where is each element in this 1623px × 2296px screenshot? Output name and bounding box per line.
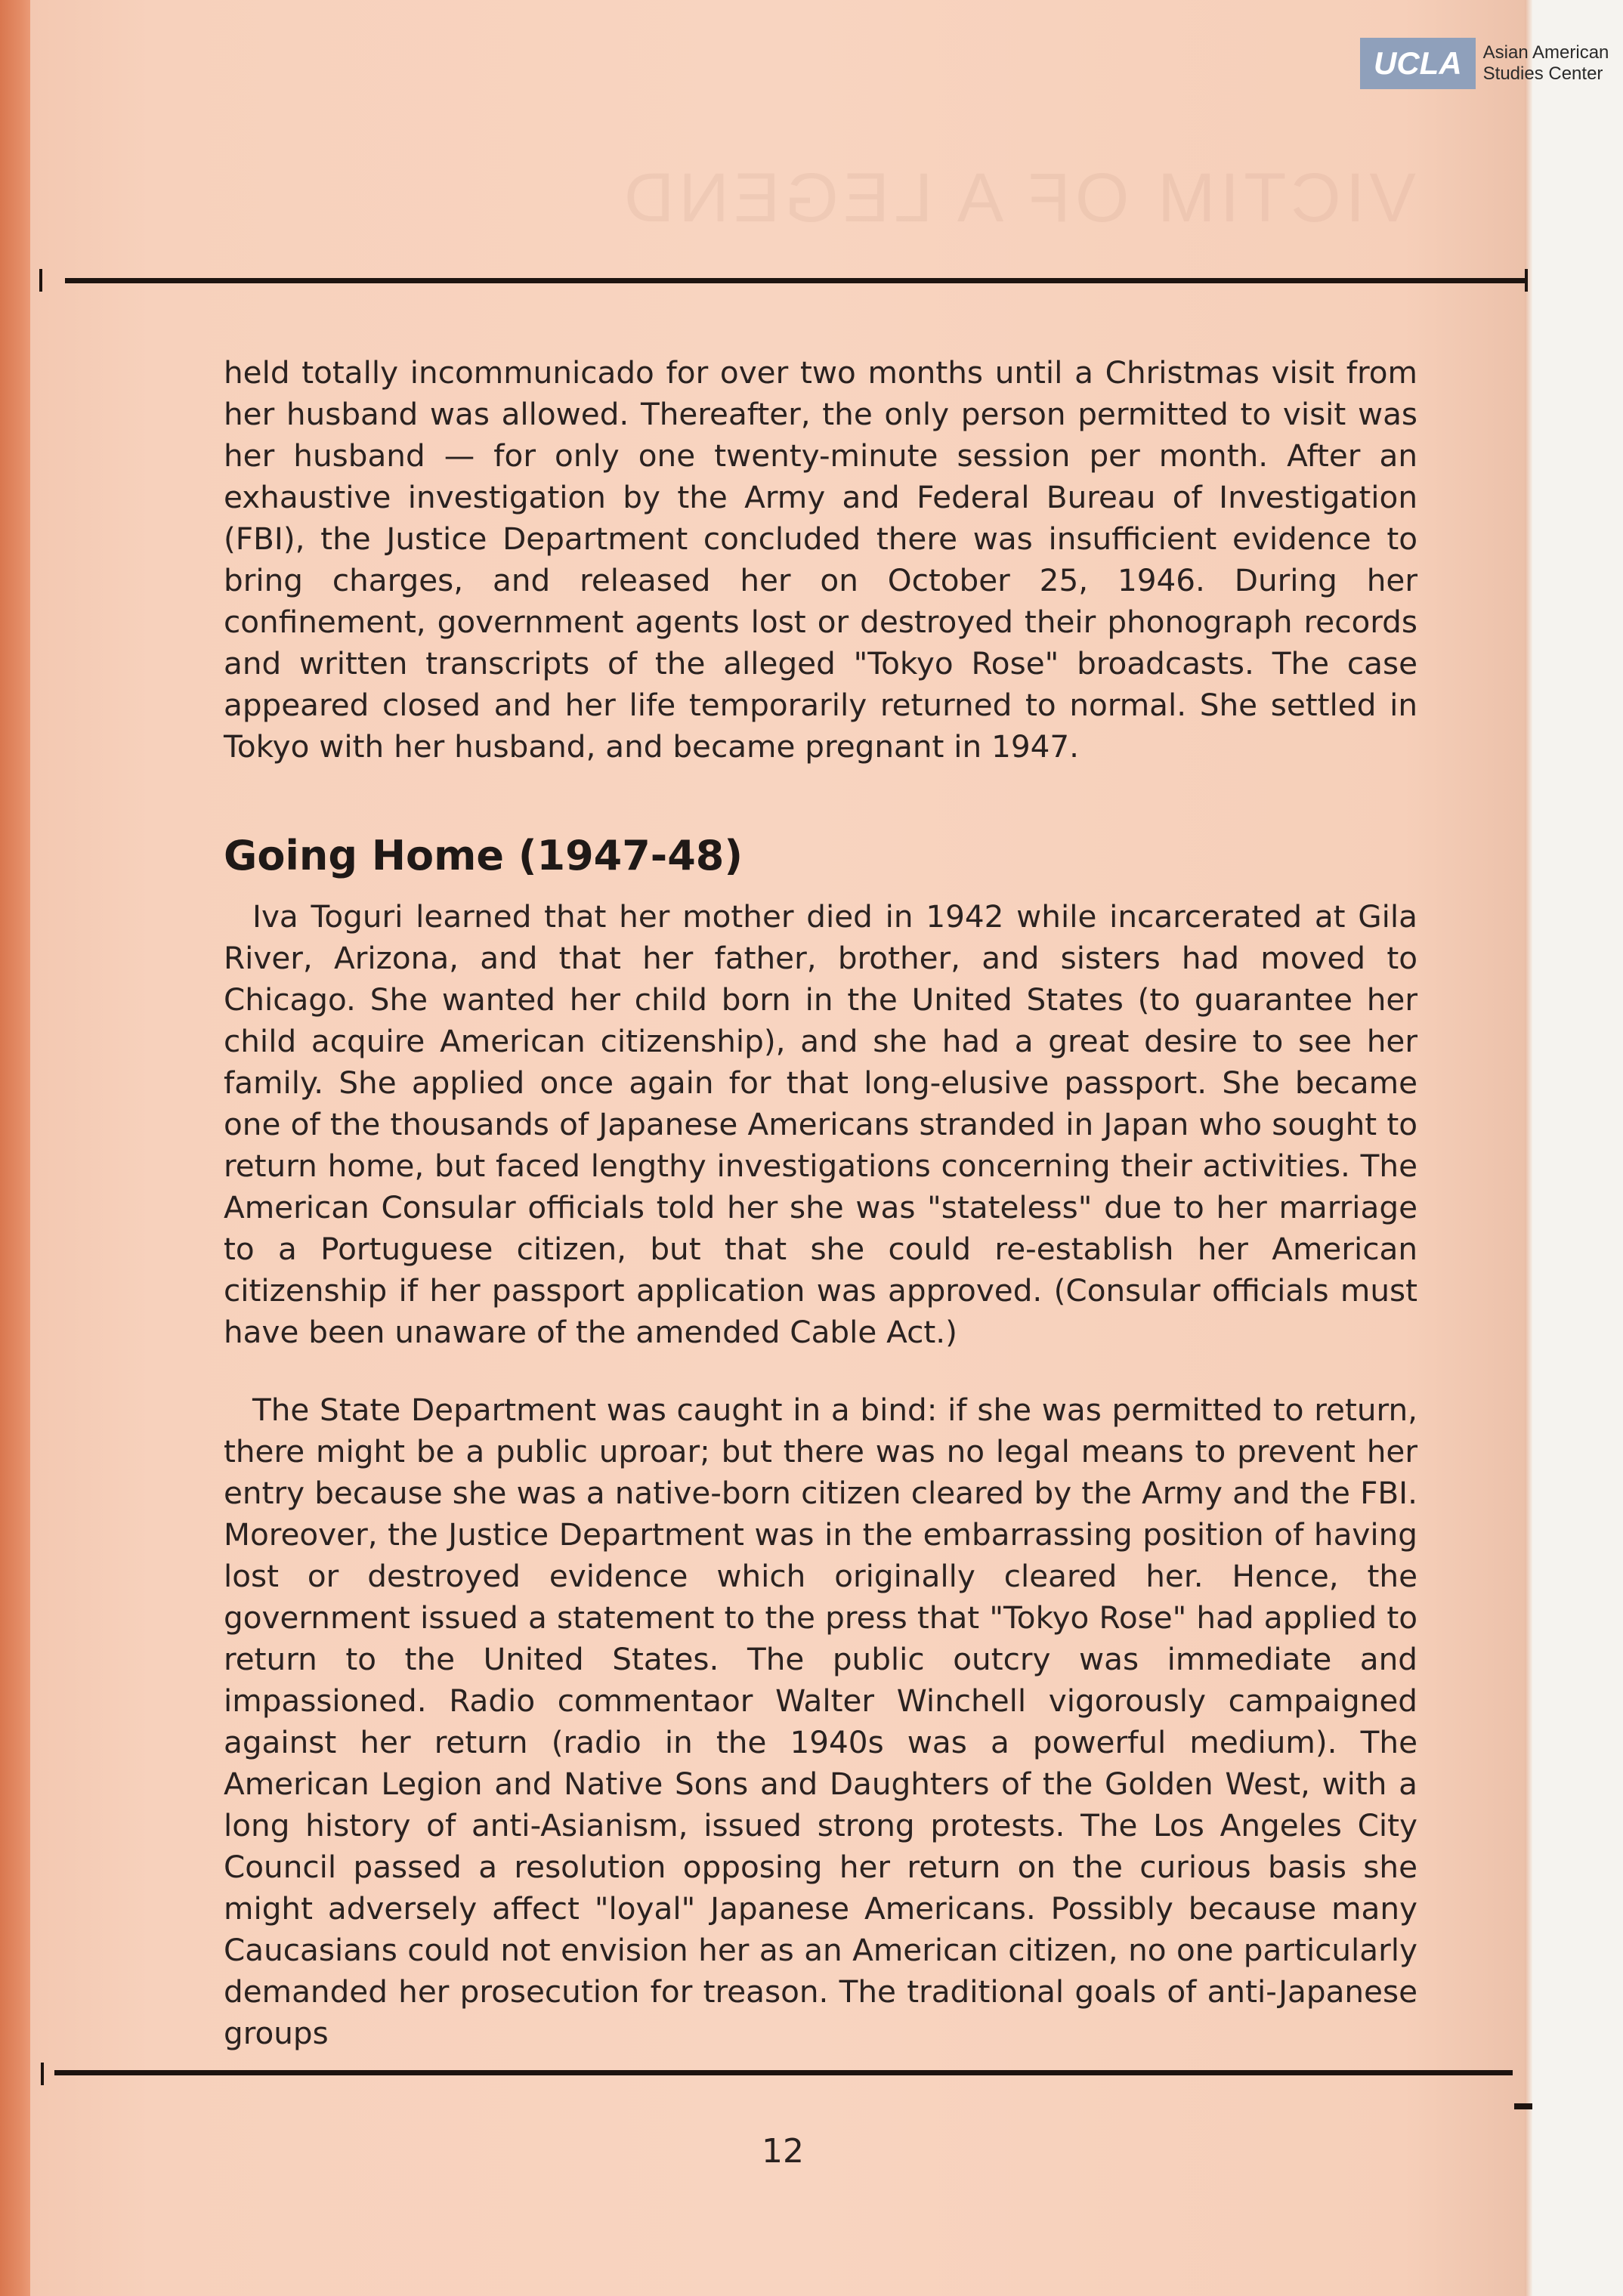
bottom-rule [54,2070,1513,2075]
rule-tick-icon [39,269,42,292]
paragraph: The State Department was caught in a bind: if she was permitted to return, there might be a public uproar; but there was no legal means to prevent her entry because she was a native-born citizen cleared by the Army and the FBI. Moreover, the Justice Department was in the embarrassing position of having lost or destroyed evidence which originally cleared her. Hence, the government issued a statement to the press that "Tokyo Rose" had applied to return to the United States. The public outcry was immediate and impassioned. Radio commentaor Walter Winchell vigorously campaigned against her return (radio in the 1940s was a powerful medium). The American Legion and Native Sons and Daughters of the Golden West, with a long history of anti-Asianism, issued strong protests. The Los Angeles City Council passed a resolution opposing her return on the curious basis she might adversely affect "loyal" Japanese Americans. Possibly because many Caucasians could not envision her as an American citizen, no one particularly demanded her prosecution for treason. The traditional goals of anti-Japanese groups [224,1392,1417,2051]
ucla-aasc-logo [1360,38,1609,89]
ucla-logo-mark: UCLA [1360,38,1476,89]
logo-text [1483,42,1609,85]
page-number: 12 [762,2132,804,2171]
paragraph: held totally incommunicado for over two months until a Christmas visit from her husband was allowed. Thereafter, the only person permitted to visit was her husband — for only one twenty-minute session per month. After an exhaustive investigation by the Army and Federal Bureau of Investigation (FBI), the Justice Department concluded there was insufficient evidence to bring charges, and released her on October 25, 1946. During her confinement, government agents lost or destroyed their phonograph records and written transcripts of the alleged "Tokyo Rose" broadcasts. The case appeared closed and her life temporarily returned to normal. She settled in Tokyo with her husband, and became pregnant in 1947. [224,354,1417,765]
logo-line-2: Studies Center [1482,63,1603,84]
body-text [224,352,1417,2054]
rule-tick-icon [1525,269,1528,292]
section-heading: Going Home (1947-48) [224,832,743,879]
bleed-through-title: VICTIM OF A LEGEND [620,159,1416,236]
page-edge [1525,0,1532,2296]
rule-tick-icon [1514,2103,1532,2109]
logo-line-1: Asian American [1482,42,1609,63]
rule-tick-icon [41,2063,44,2085]
paragraph: Iva Toguri learned that her mother died in 1942 while incarcerated at Gila River, Arizona, and that her father, brother, and sisters had moved to Chicago. She wanted her child born in the United States (to guarantee her child acquire American citizenship), and she had a great desire to see her family. She applied once again for that long-elusive passport. She became one of the thousands of Japanese Americans stranded in Japan who sought to return home, but faced lengthy investigations concerning their activities. The American Consular officials told her she was "stateless" due to her marriage to a Portuguese citizen, but that she could re-establish her American citizenship if her passport application was approved. (Consular officials must have been unaware of the amended Cable Act.) [224,898,1417,1350]
top-rule [65,278,1526,283]
